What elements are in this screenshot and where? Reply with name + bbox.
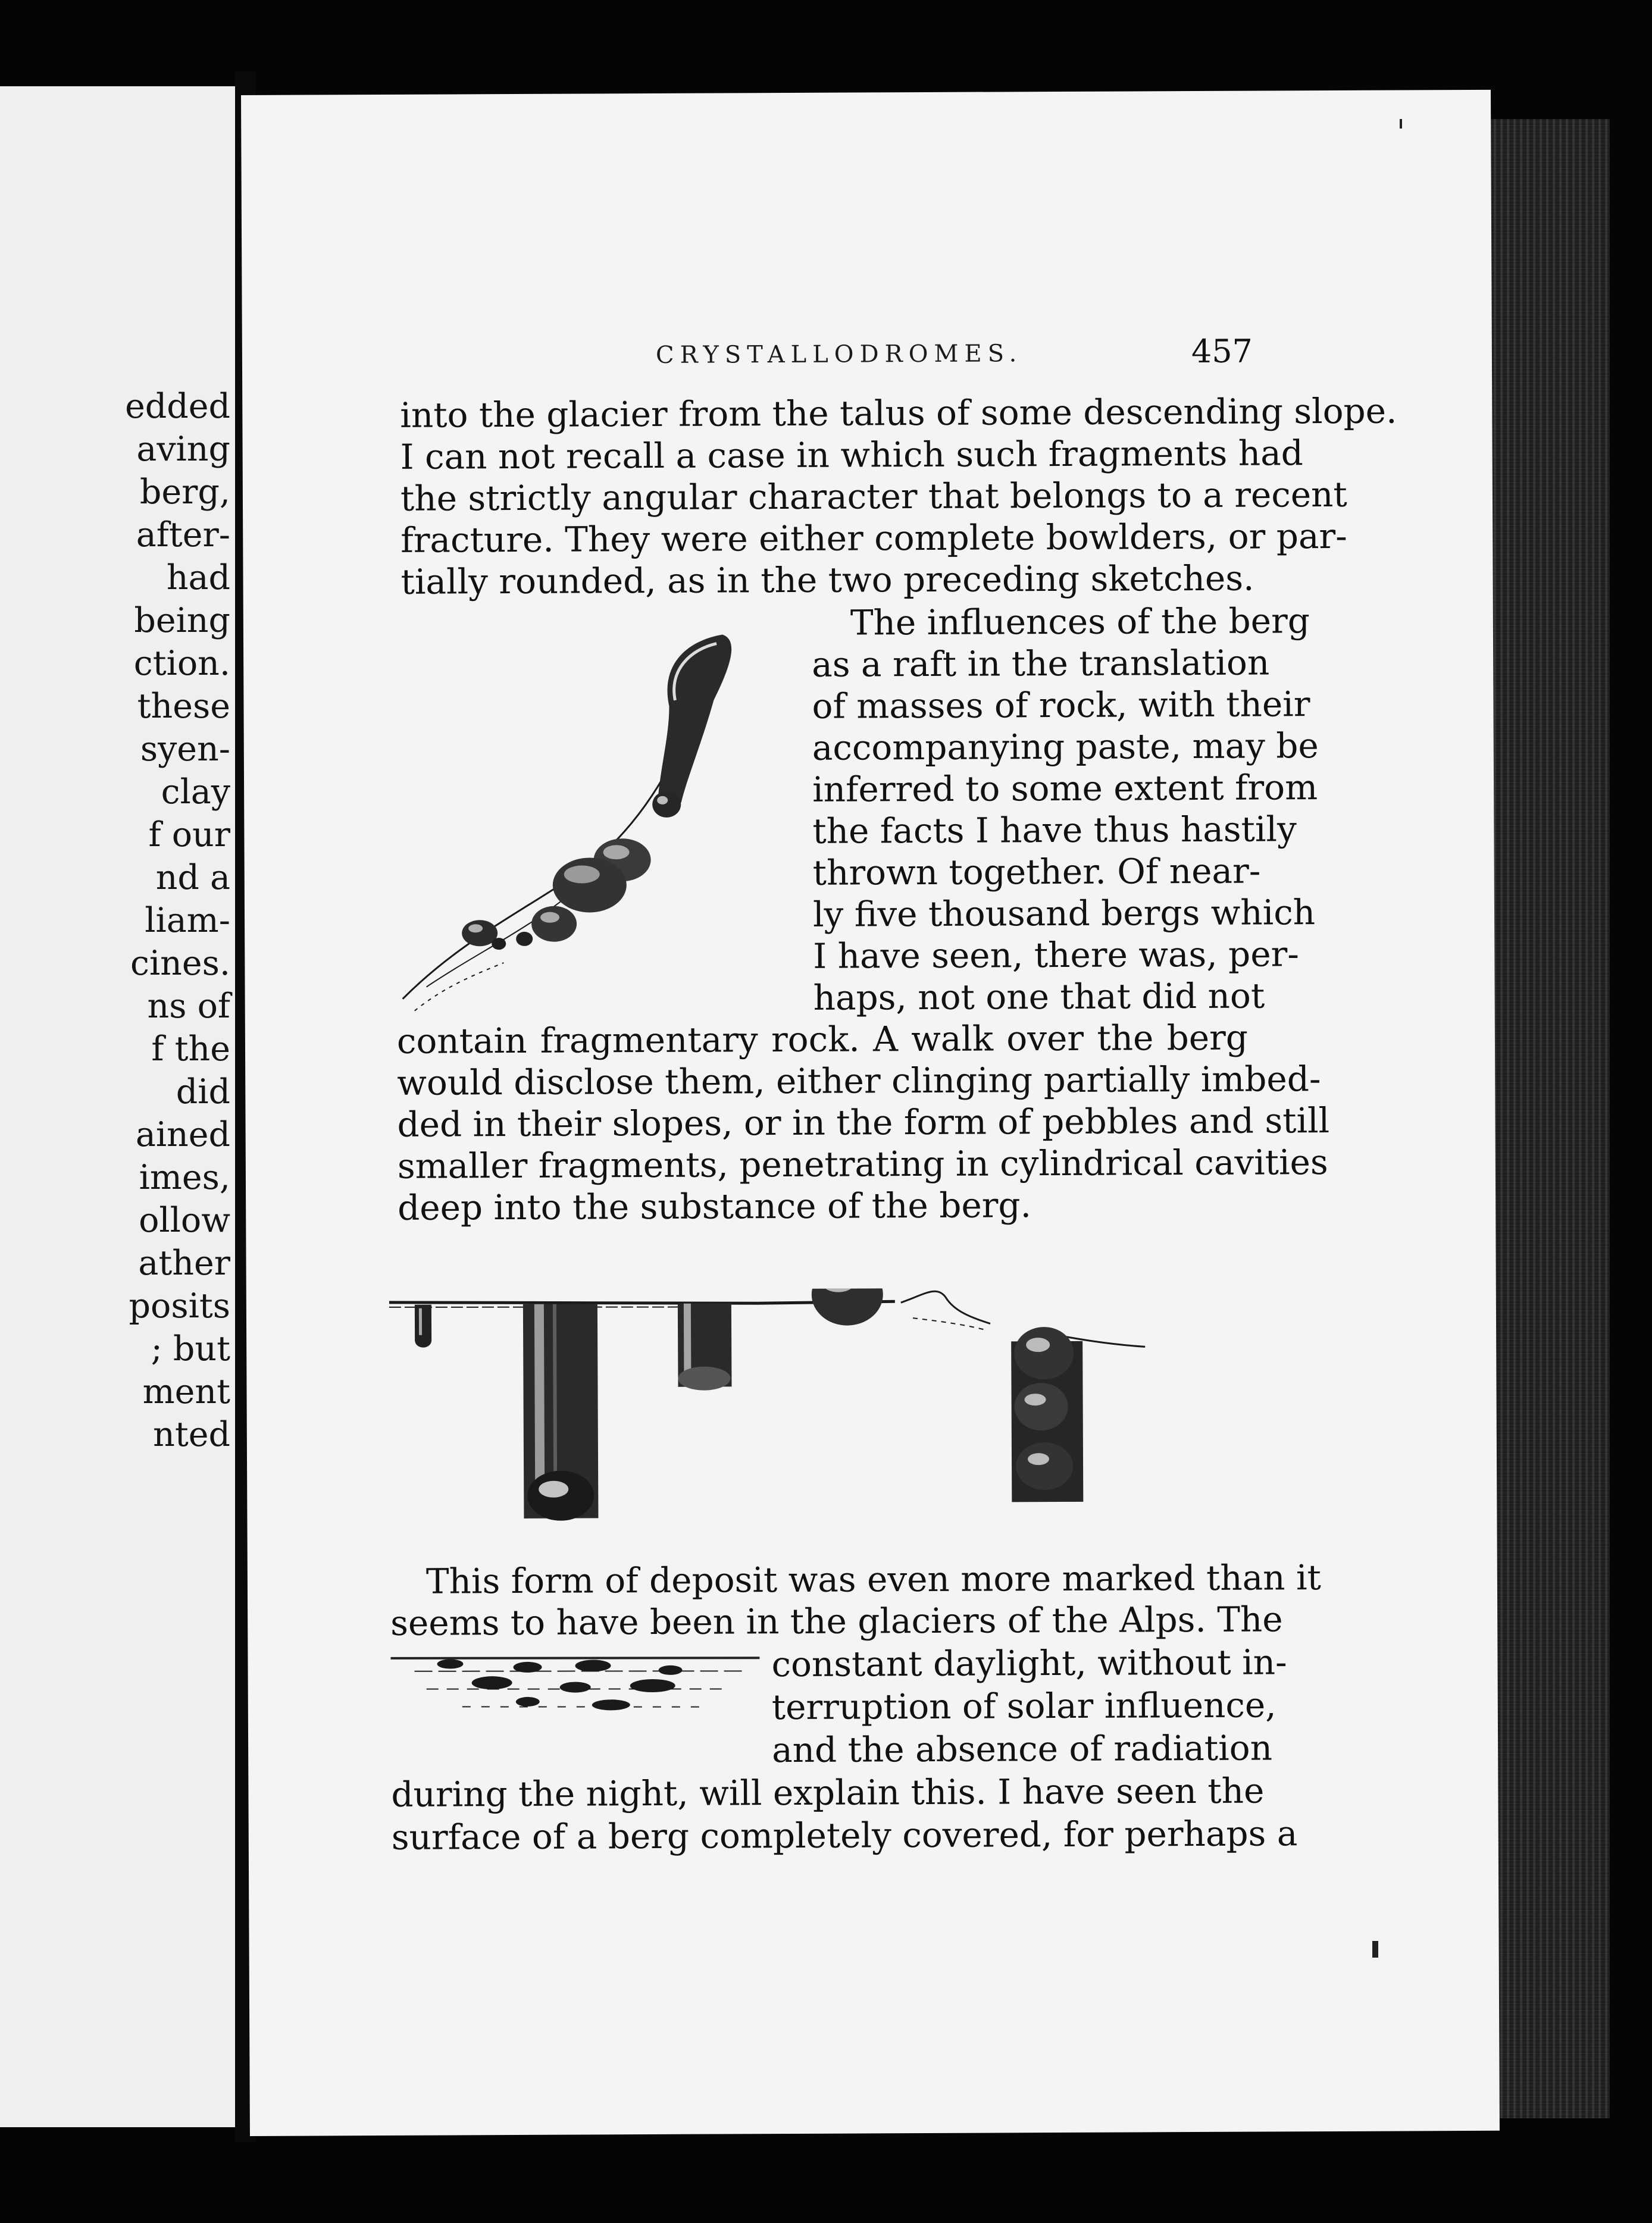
text-line: during the night, will explain this. I have seen the [391,1770,1265,1815]
left-line-fragment: being [134,601,230,640]
text-line: deep into the substance of the berg. [398,1185,1032,1228]
text-line: seems to have been in the glaciers of the Alps. The [390,1599,1283,1643]
running-head: CRYSTALLODROMES. [655,340,1023,369]
text-line: fracture. They were either complete bowlders, or par- [401,515,1347,561]
text-line: the strictly angular character that belongs to a recent [400,474,1347,519]
left-line-fragment: ather [138,1244,230,1283]
text-line: tially rounded, as in the two preceding sketches. [401,558,1254,602]
text-line: inferred to some extent from [812,767,1318,810]
text-line: accompanying paste, may be [812,725,1319,768]
left-line-fragment: nted [153,1415,230,1454]
left-line-fragment: liam- [145,901,230,940]
text-line: the facts I have thus hastily [812,809,1297,851]
text-line: and the absence of radiation [771,1727,1273,1771]
page-number: 457 [1191,332,1253,371]
text-line: contain fragmentary rock. A walk over the berg [396,1017,1249,1062]
left-line-fragment: cines. [130,944,230,983]
left-line-fragment: ; but [151,1329,230,1369]
text-line: constant daylight, without in- [771,1642,1287,1685]
text-line: I can not recall a case in which such fragments had [400,433,1303,477]
text-line: haps, not one that did not [813,975,1265,1018]
text-line: ly five thousand bergs which [812,892,1316,935]
text-line: of masses of rock, with their [812,684,1310,727]
text-line: This form of deposit was even more marked than it [425,1557,1322,1602]
figure-boulders-on-slope [389,628,808,1023]
left-line-fragment: posits [129,1286,230,1326]
text-line: The influences of the berg [850,600,1310,643]
left-line-fragment: imes, [139,1158,230,1197]
left-line-fragment: after- [136,515,230,555]
text-line: I have seen, there was, per- [813,934,1300,976]
figure-surface-pebbles [390,1652,760,1725]
left-facing-page [0,86,235,2127]
left-line-fragment: ained [135,1115,230,1154]
left-line-fragment: had [166,558,230,597]
text-line: ded in their slopes, or in the form of pebbles and still [397,1100,1330,1145]
text-line: surface of a berg completely covered, for perhaps a [391,1813,1298,1858]
ink-speck [1372,1941,1378,1958]
left-line-fragment: these [137,687,230,726]
left-line-fragment: edded [125,387,230,426]
left-line-fragment: did [176,1072,230,1112]
figure-cylindrical-cavities [389,1287,1253,1529]
text-line: thrown together. Of near- [812,850,1261,893]
left-line-fragment: nd a [155,858,230,897]
text-line: would disclose them, either clinging partially imbed- [397,1059,1321,1103]
book-page [241,90,1500,2136]
text-line: smaller fragments, penetrating in cylindrical cavities [397,1142,1328,1186]
left-line-fragment: berg, [139,472,230,512]
left-line-fragment: ction. [133,644,230,683]
left-line-fragment: syen- [140,729,230,769]
page-edges [1491,119,1610,2118]
left-line-fragment: ollow [139,1201,230,1240]
text-line: as a raft in the translation [812,642,1270,685]
left-line-fragment: aving [136,430,230,469]
text-line: terruption of solar influence, [771,1685,1276,1728]
left-line-fragment: f our [148,815,230,854]
left-line-fragment: ns of [147,987,230,1026]
left-line-fragment: ment [142,1372,230,1411]
left-line-fragment: f the [151,1029,230,1069]
text-line: into the glacier from the talus of some descending slope. [400,390,1397,436]
ink-speck [1400,119,1402,129]
left-line-fragment: clay [161,772,230,812]
